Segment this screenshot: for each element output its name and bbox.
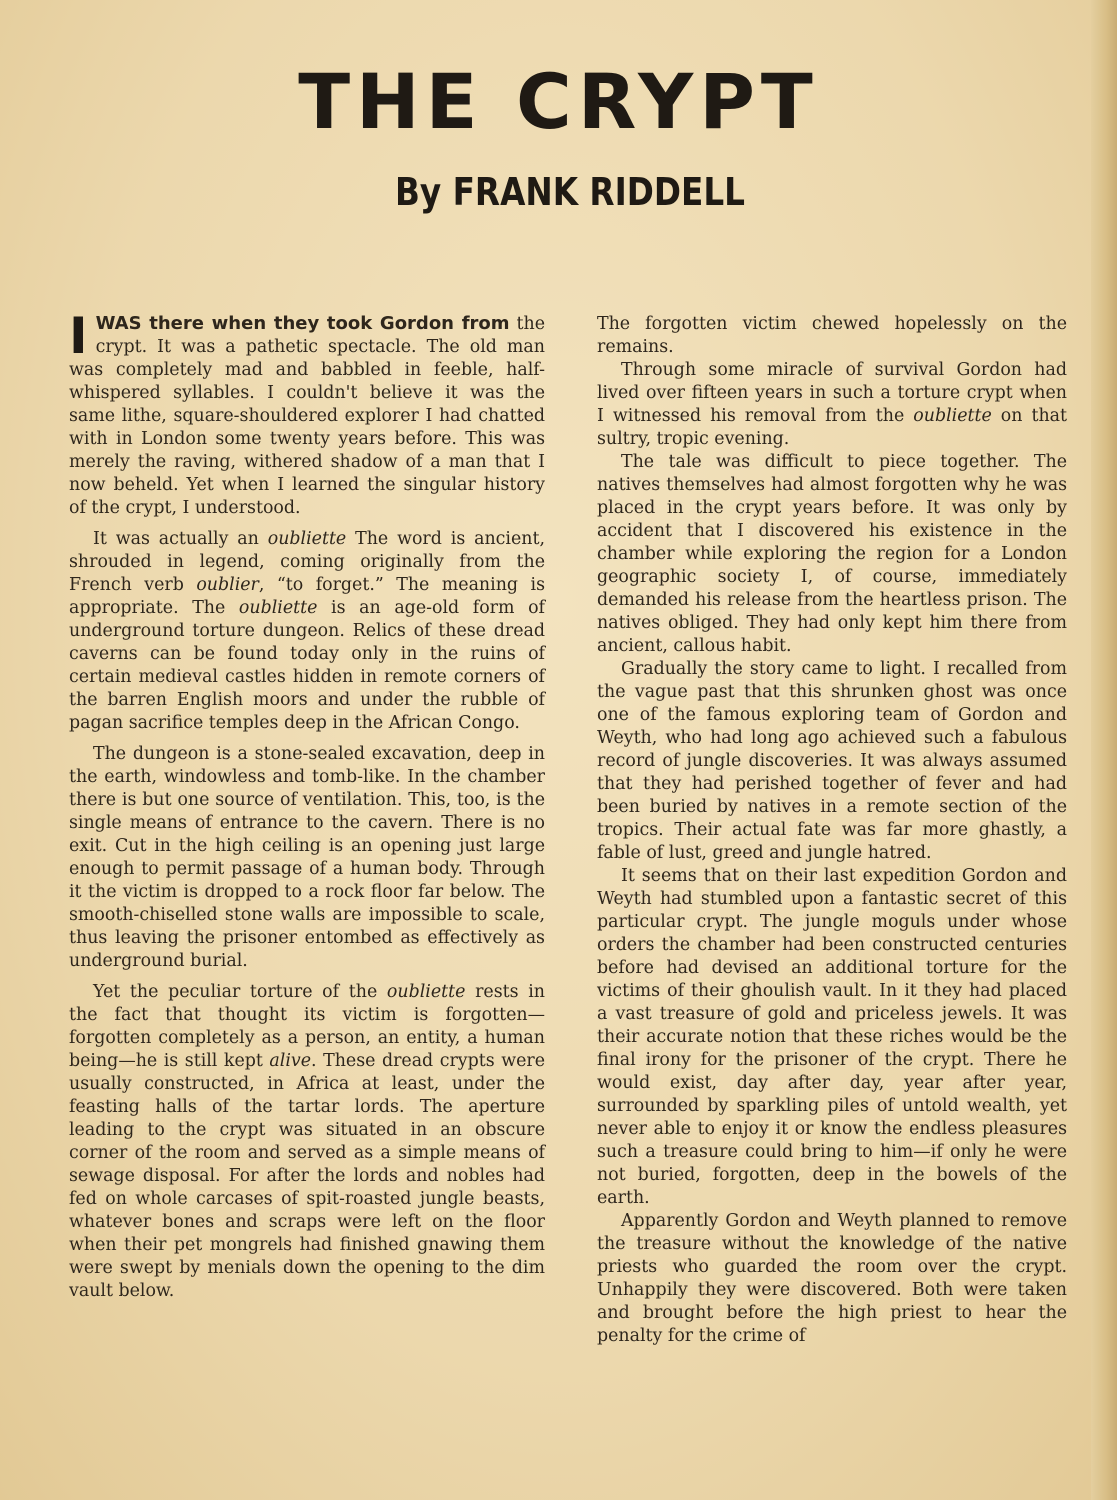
paragraph: IWAS there when they took Gordon from the crypt. It was a pathetic spectacle. The old man was completely mad and babbled in feeble, half-whispered syllables. I couldn't believe it was the same lithe, square-shouldered explorer I had chatted with in London some twenty years before. This was merely the raving, withered shadow of a man that I now beheld. Yet when I learned the singular history of the crypt, I understood.: [69, 307, 545, 518]
article-title: THE CRYPT: [298, 57, 819, 146]
paragraph: Yet the peculiar torture of the oubliette rests in the fact that thought its victim is forgotten—forgotten completely as a person, an entity, a human being—he is still kept alive. These dread crypts were usually constructed, in Africa at least, under the feasting halls of the tartar lords. The aperture leading to the crypt was situated in an obscure corner of the room and served as a simple means of sewage disposal. For after the lords and nobles had fed on whole carcases of spit-roasted jungle beasts, whatever bones and scraps were left on the floor when their pet mongrels had finished gnawing them were swept by menials down the opening to the dim vault below.: [69, 982, 545, 1301]
right-column: [597, 313, 1067, 1348]
paragraph: The dungeon is a stone-sealed excavation, deep in the earth, windowless and tomb-like. In the chamber there is but one source of ventilation. This, too, is the single means of entrance to the cavern. There is no exit. Cut in the high ceiling is an opening just large enough to permit passage of a human body. Through it the victim is dropped to a rock floor far below. The smooth-chiselled stone walls are impossible to scale, thus leaving the prisoner entombed as effectively as underground burial.: [69, 744, 545, 971]
drop-cap: I: [69, 307, 88, 365]
left-column: [69, 307, 545, 1311]
lead-in: WAS there when they took Gordon from: [95, 313, 510, 334]
paragraph: The forgotten victim chewed hopelessly on the remains.: [597, 314, 1067, 357]
paragraph: Gradually the story came to light. I recalled from the vague past that this shrunken ghost was once one of the famous exploring team of Gordon and Weyth, who had long ago achieved such a fabulous record of jungle discoveries. It was always assumed that they had perished together of fever and had been buried by natives in a remote section of the tropics. Their actual fate was far more ghastly, a fable of lust, greed and jungle hatred.: [597, 659, 1067, 863]
paragraph: It seems that on their last expedition Gordon and Weyth had stumbled upon a fantastic secret of this particular crypt. The jungle moguls under whose orders the chamber had been constructed centuries before had devised an additional torture for the victims of their ghoulish vault. In it they had placed a vast treasure of gold and priceless jewels. It was their accurate notion that these riches would be the final irony for the prisoner of the crypt. There he would exist, day after day, year after year, surrounded by sparkling piles of untold wealth, yet never able to enjoy it or know the endless pleasures such a treasure could bring to him—if only he were not buried, forgotten, deep in the bowels of the earth.: [597, 866, 1067, 1208]
paragraph: Apparently Gordon and Weyth planned to remove the treasure without the knowledge of the native priests who guarded the room over the crypt. Unhappily they were discovered. Both were taken and brought before the high priest to hear the penalty for the crime of: [597, 1211, 1067, 1346]
paragraph: Through some miracle of survival Gordon had lived over fifteen years in such a torture crypt when I witnessed his removal from the oubliette on that sultry, tropic evening.: [597, 360, 1067, 449]
page-edge: [1091, 0, 1117, 1500]
paragraph: The tale was difficult to piece together. The natives themselves had almost forgotten why he was placed in the crypt years before. It was only by accident that I discovered his existence in the chamber while exploring the region for a London geographic society I, of course, immediately demanded his release from the heartless prison. The natives obliged. They had only kept him there from ancient, callous habit.: [597, 452, 1067, 656]
article-byline: By FRANK RIDDELL: [395, 170, 745, 214]
paragraph: It was actually an oubliette The word is ancient, shrouded in legend, coming originally from the French verb oublier, “to forget.” The meaning is appropriate. The oubliette is an age-old form of underground torture dungeon. Relics of these dread caverns can be found today only in the ruins of certain medieval castles hidden in remote corners of the barren English moors and under the rubble of pagan sacrifice temples deep in the African Congo.: [69, 529, 545, 733]
